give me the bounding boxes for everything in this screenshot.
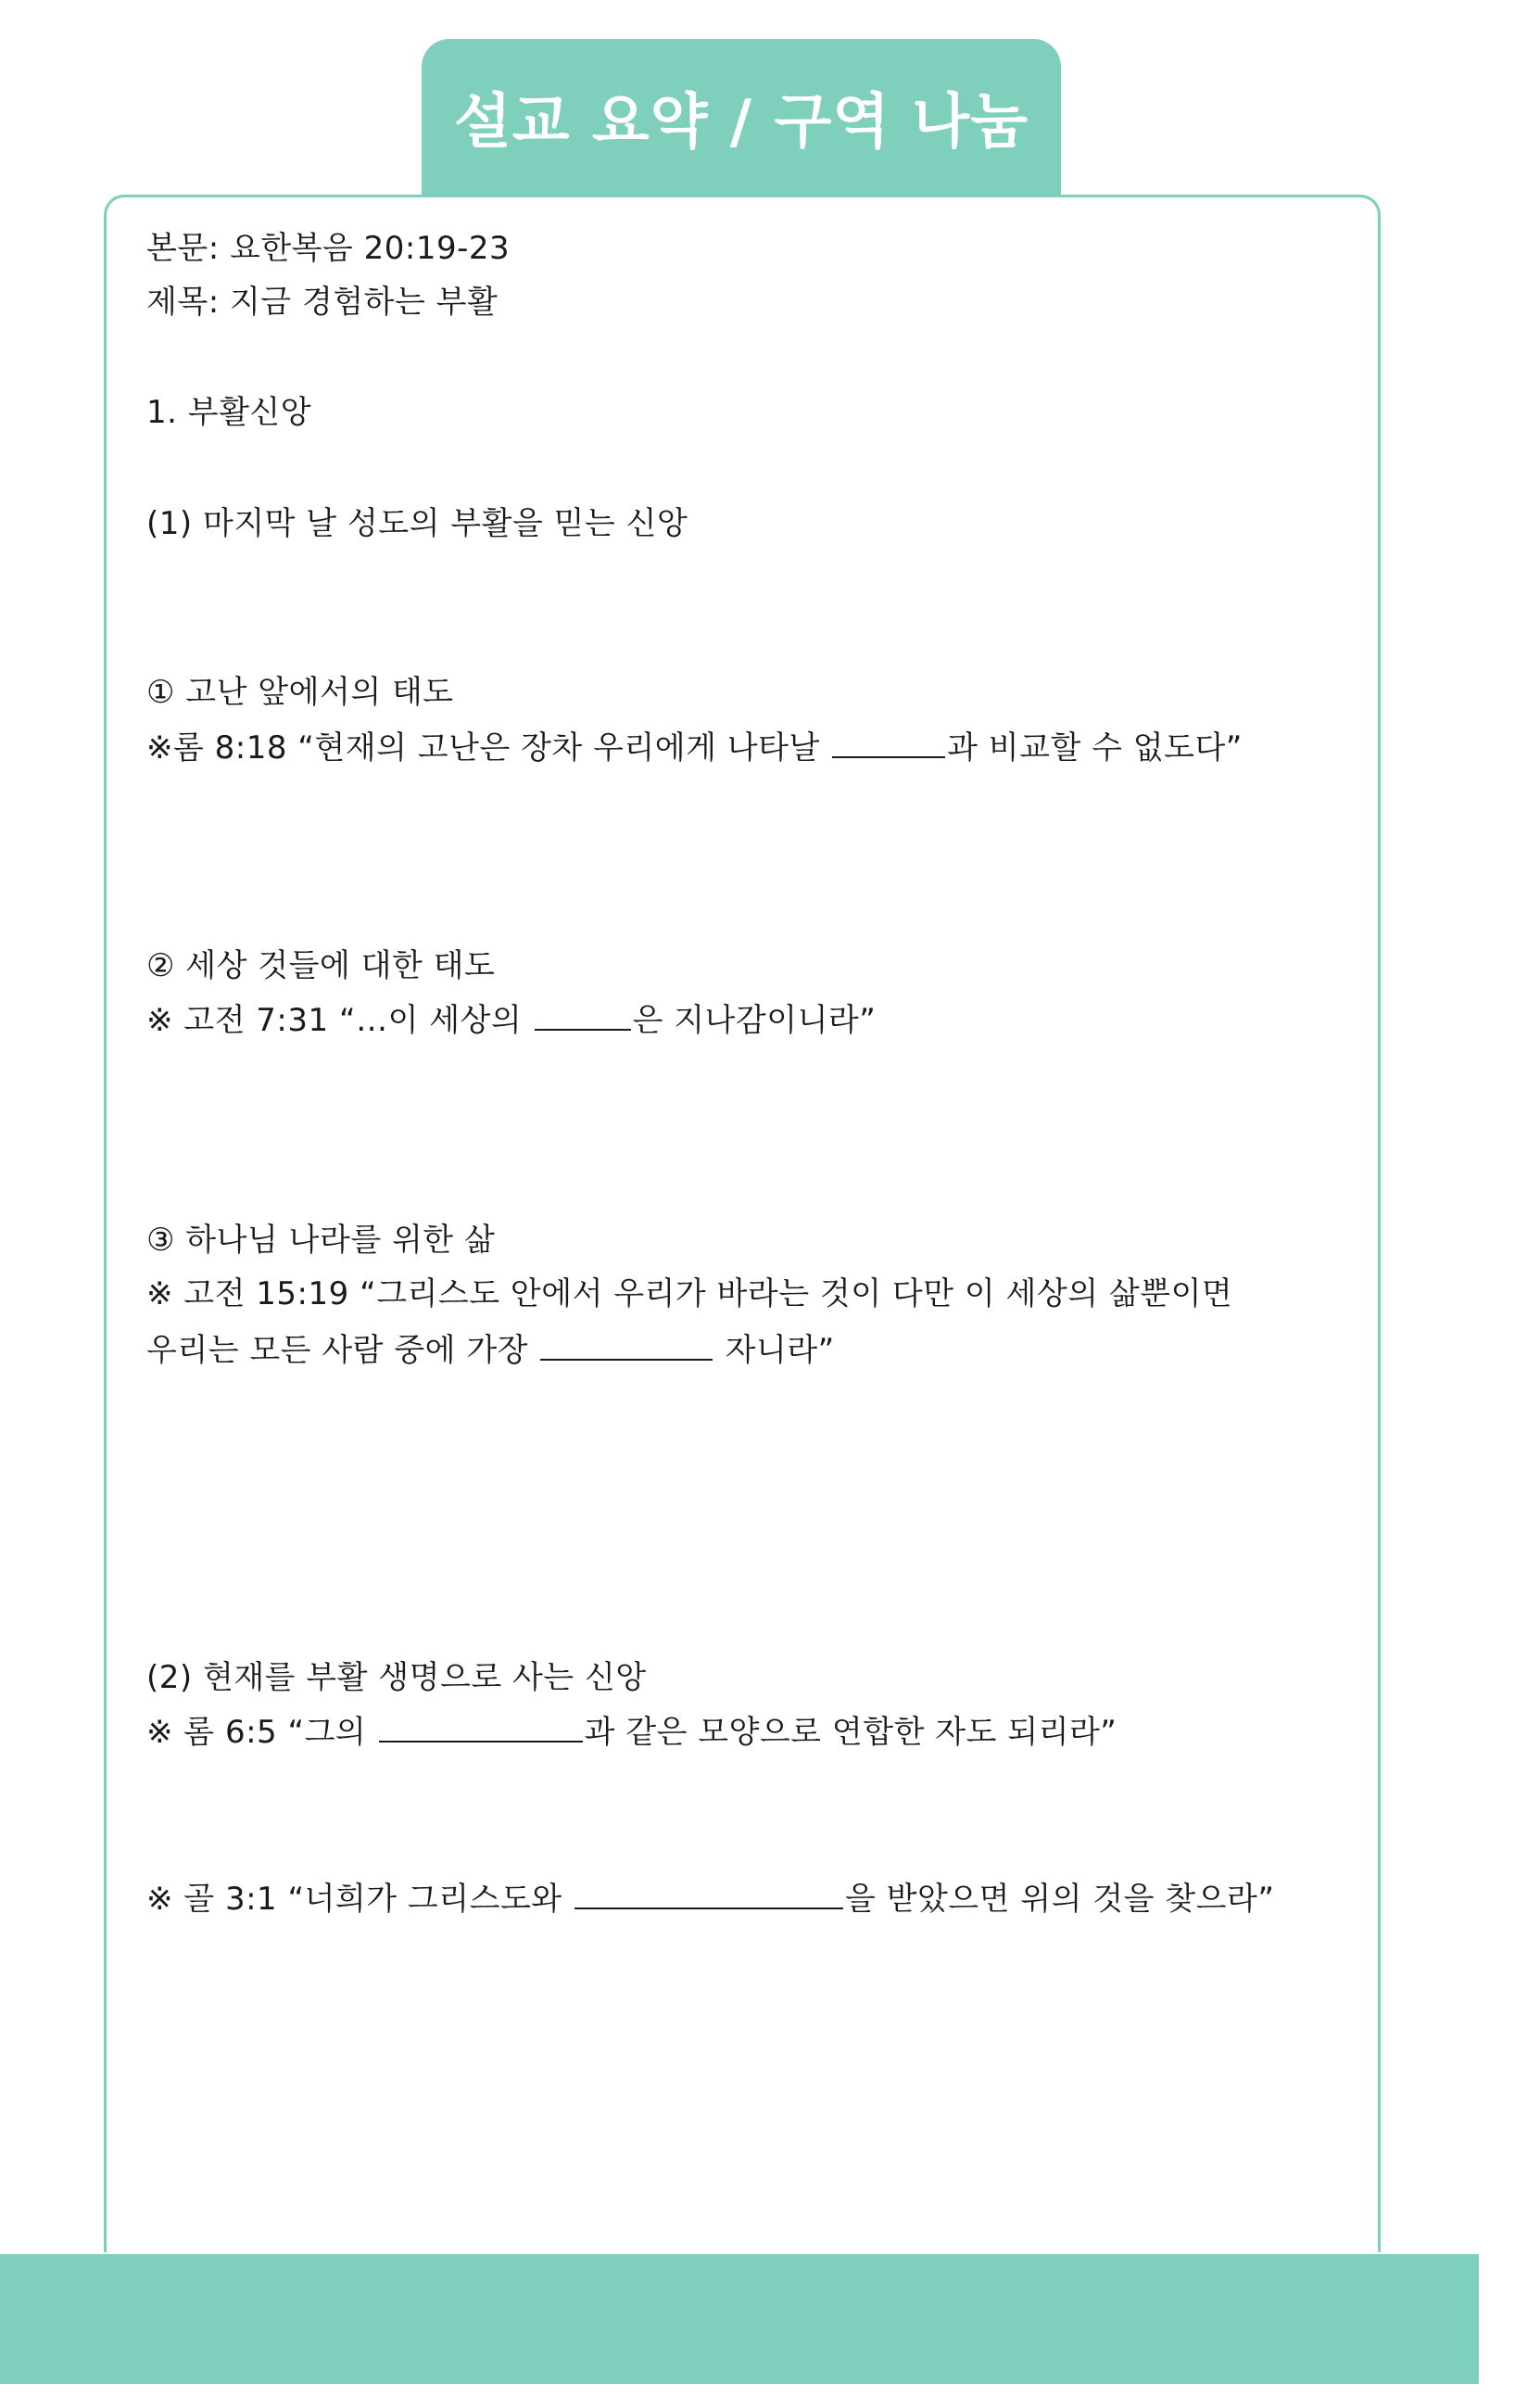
verse-text: ※ 고전 7:31 “…이 세상의 <box>146 1002 533 1039</box>
verse-text: 을 받았으면 위의 것을 찾으라” <box>844 1881 1275 1918</box>
fill-in-blank[interactable] <box>832 729 945 758</box>
verse-text: 과 같은 모양으로 연합한 자도 되리라” <box>584 1714 1117 1751</box>
fill-in-blank[interactable] <box>535 1001 631 1031</box>
verse-text: 은 지나감이니라” <box>632 1002 877 1039</box>
fill-in-blank[interactable] <box>540 1331 713 1361</box>
sermon-title: 제목: 지금 경험하는 부활 <box>146 284 499 321</box>
verse-text: 자니라” <box>714 1332 835 1369</box>
section-heading: 1. 부활신앙 <box>146 394 312 431</box>
point-2-verse <box>146 1001 876 1040</box>
point-2-heading: ② 세상 것들에 대한 태도 <box>146 947 496 984</box>
verse-text: 과 비교할 수 없도다” <box>947 729 1243 767</box>
footer-band <box>0 2254 1479 2384</box>
header-tab <box>422 39 1061 196</box>
verse-text: ※ 롬 6:5 “그의 <box>146 1714 377 1751</box>
verse-text: ※ 골 3:1 “너희가 그리스도와 <box>146 1881 573 1918</box>
point-3-verse-line-1: ※ 고전 15:19 “그리스도 안에서 우리가 바라는 것이 다만 이 세상의 삶뿐이면 <box>146 1275 1233 1312</box>
point-1-verse <box>146 729 1243 767</box>
subsection-heading-1: (1) 마지막 날 성도의 부활을 믿는 신앙 <box>146 505 688 542</box>
point-3-heading: ③ 하나님 나라를 위한 삶 <box>146 1222 496 1259</box>
subsection-heading-2: (2) 현재를 부활 생명으로 사는 신앙 <box>146 1659 647 1696</box>
point-3-verse-line-2 <box>146 1331 835 1370</box>
point-1-heading: ① 고난 앞에서의 태도 <box>146 674 454 711</box>
fill-in-blank[interactable] <box>379 1713 583 1743</box>
fill-in-blank[interactable] <box>574 1880 843 1909</box>
verse-text: 우리는 모든 사람 중에 가장 <box>146 1332 539 1369</box>
page-title: 설교 요약 / 구역 나눔 <box>453 88 1029 157</box>
verse-text: ※롬 8:18 “현재의 고난은 장차 우리에게 나타날 <box>146 729 831 767</box>
scripture-reference: 본문: 요한복음 20:19-23 <box>146 230 511 267</box>
sub-2-verse-1 <box>146 1713 1117 1752</box>
sub-2-verse-2 <box>146 1880 1274 1919</box>
